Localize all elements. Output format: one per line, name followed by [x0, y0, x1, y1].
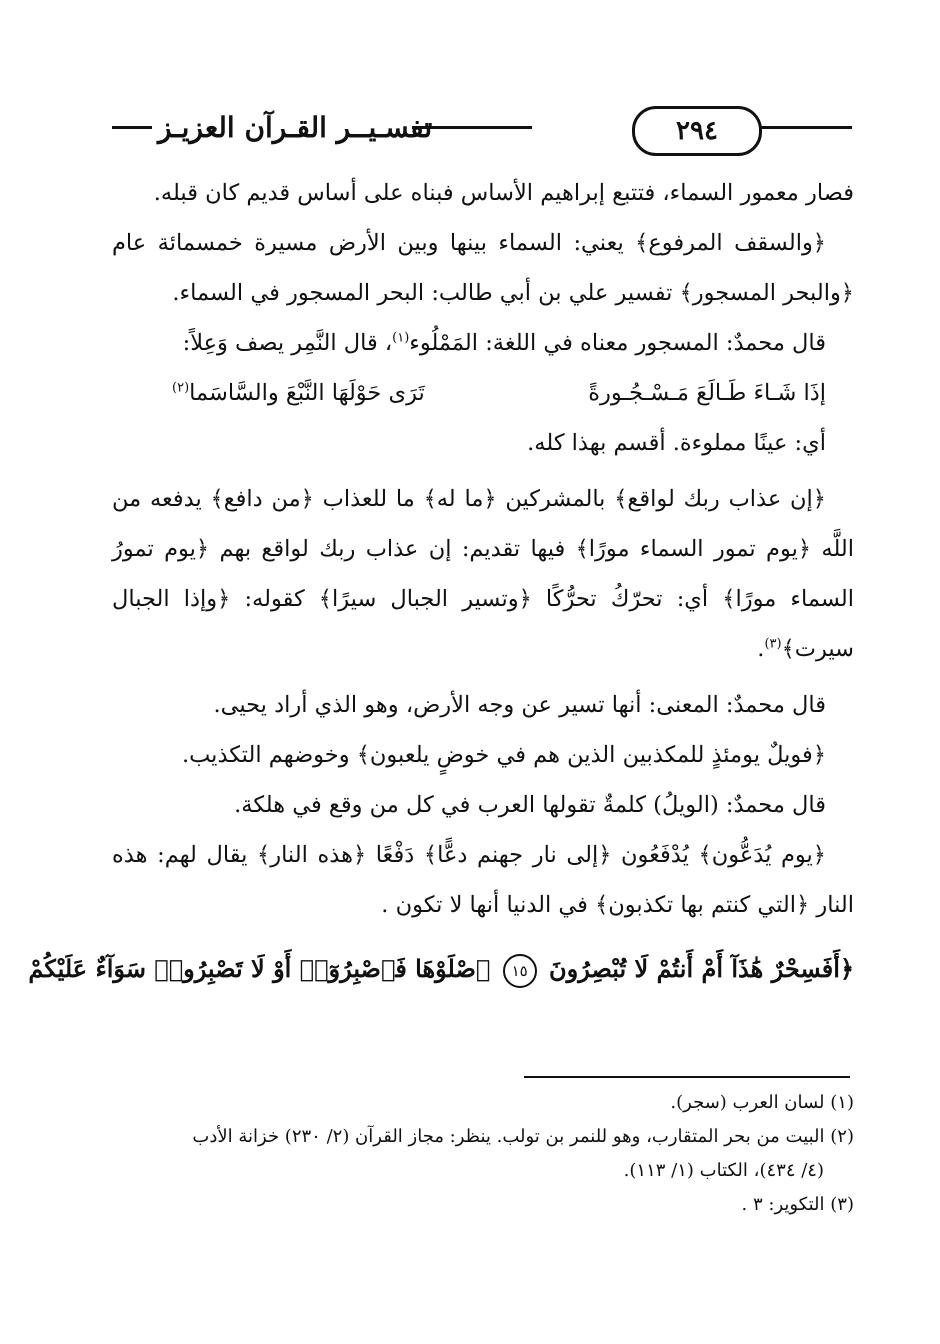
paragraph-3-text-a: قال محمدٌ: المسجور معناه في اللغة: المَمْلُوء	[409, 330, 826, 356]
paragraph-8: قال محمدٌ: (الويلُ) كلمةٌ تقولها العرب في كل من وقع في هلكة.	[234, 792, 826, 818]
paragraph-1: فصار معمور السماء، فتتبع إبراهيم الأساس فبناه على أساس قديم كان قبله.	[153, 180, 854, 206]
poem-hemistich-left-wrap	[172, 368, 425, 418]
footnote-2-continuation: (٤/ ٤٣٤)، الكتاب (١/ ١١٣).	[623, 1160, 824, 1181]
paragraph-4: أي: عينًا مملوءة. أقسم بهذا كله.	[527, 430, 826, 456]
footnote-1: (١) لسان العرب (سجر).	[670, 1092, 854, 1113]
paragraph-5-text-a: ﴿إن عذاب ربك لواقع﴾ بالمشركين ﴿ما له﴾ ما للعذاب ﴿من دافع﴾ يدفعه من اللَّه ﴿يوم تمور السماء مورًا﴾ فيها تقديم: إن عذاب ربك لواقع بهم ﴿يوم تمورُ السماء مورًا﴾ أي: تحرّكُ تحرُّكًا ﴿وتسير الجبال سيرًا﴾ كقوله: ﴿وإذا الجبال سيرت﴾	[112, 486, 855, 662]
page-header	[112, 102, 852, 156]
header-rule-left	[112, 126, 152, 129]
footnote-ref-3: (٣)	[764, 636, 782, 652]
quran-verse-b: ٱصْلَوْهَا فَٱصْبِرُوٓا۟ أَوْ لَا تَصْبِرُوا۟ سَوَآءٌ عَلَيْكُمْ	[28, 954, 491, 983]
footnote-2: (٢) البيت من بحر المتقارب، وهو للنمر بن تولب. ينظر: مجاز القرآن (٢/ ٢٣٠) خزانة الأدب	[192, 1126, 854, 1147]
main-text	[28, 168, 855, 994]
quran-verse-line	[28, 944, 854, 994]
footnotes	[112, 1086, 854, 1222]
paragraph-3-text-b: ، قال النَّمِر يصف وَعِلاً:	[182, 330, 393, 356]
footnote-3: (٣) التكوير: ٣ .	[741, 1194, 854, 1215]
header-rule-right	[756, 126, 852, 129]
poem-verse	[112, 368, 854, 418]
footnote-ref-1: (١)	[392, 330, 410, 346]
paragraph-5	[112, 474, 854, 674]
quran-verse-a: ﴿أَفَسِحْرٌ هَٰذَآ أَمْ أَنتُمْ لَا تُبْصِرُونَ	[548, 954, 854, 983]
paragraph-2: ﴿والسقف المرفوع﴾ يعني: السماء بينها وبين الأرض مسيرة خمسمائة عام ﴿والبحر المسجور﴾ تفسير علي بن أبي طالب: البحر المسجور في السماء.	[112, 230, 854, 306]
footnote-ref-2: (٢)	[172, 380, 190, 396]
poem-hemistich-left: تَرَى حَوْلَهَا النَّبْعَ والسَّاسَما	[189, 380, 425, 406]
paragraph-3	[112, 318, 854, 368]
page-number: ٢٩٤	[632, 106, 762, 156]
paragraph-9: ﴿يوم يُدَعُّون﴾ يُدْفَعُون ﴿إلى نار جهنم دعًّا﴾ دَفْعًا ﴿هذه النار﴾ يقال لهم: هذه النار ﴿التي كنتم بها تكذبون﴾ في الدنيا أنها لا تكون .	[112, 842, 854, 918]
poem-hemistich-right: إذَا شَـاءَ طَـالَعَ مَـسْـجُـورةً	[588, 380, 826, 406]
paragraph-5-text-b: .	[757, 636, 765, 662]
paragraph-6: قال محمدٌ: المعنى: أنها تسير عن وجه الأرض، وهو الذي أراد يحيى.	[213, 692, 826, 718]
paragraph-7: ﴿فويلٌ يومئذٍ للمكذبين الذين هم في خوضٍ يلعبون﴾ وخوضهم التكذيب.	[181, 742, 826, 768]
running-title: تفسـيــر القـرآن العزيـز	[158, 111, 433, 144]
footnote-divider	[524, 1076, 850, 1078]
ayah-number-marker: ١٥	[503, 954, 537, 988]
